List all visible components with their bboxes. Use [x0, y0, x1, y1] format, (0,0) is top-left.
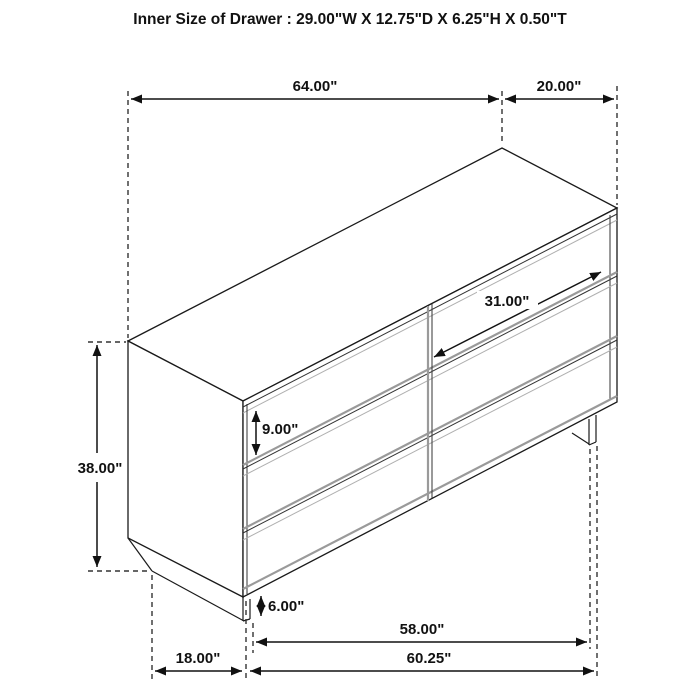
dim-label-top-depth: 20.00": [536, 78, 582, 95]
dim-base-width: [256, 621, 587, 642]
dim-top-depth: [505, 78, 614, 99]
dim-overall-height: [78, 345, 123, 567]
dresser-drawing: [128, 148, 617, 621]
dim-label-base-width: 58.00": [399, 621, 445, 638]
right-foot: [589, 442, 596, 445]
diagram-title: Inner Size of Drawer : 29.00"W X 12.75"D X 6.25"H X 0.50"T: [133, 11, 567, 28]
dim-label-drawer-opening-width: 31.00": [484, 293, 530, 310]
dim-label-base-height: 6.00": [268, 598, 305, 615]
dim-label-overall-height: 38.00": [77, 460, 123, 477]
dim-label-side-depth: 18.00": [175, 650, 221, 667]
dim-base-height: [261, 596, 304, 616]
dim-front-width: [250, 650, 594, 671]
dim-top-width: [131, 78, 499, 99]
dim-label-front-width: 60.25": [406, 650, 452, 667]
plinth-edge: [572, 433, 589, 444]
dim-side-depth: [155, 650, 242, 671]
dim-label-top-width: 64.00": [292, 78, 338, 95]
dim-label-drawer-front-height: 9.00": [262, 421, 299, 438]
